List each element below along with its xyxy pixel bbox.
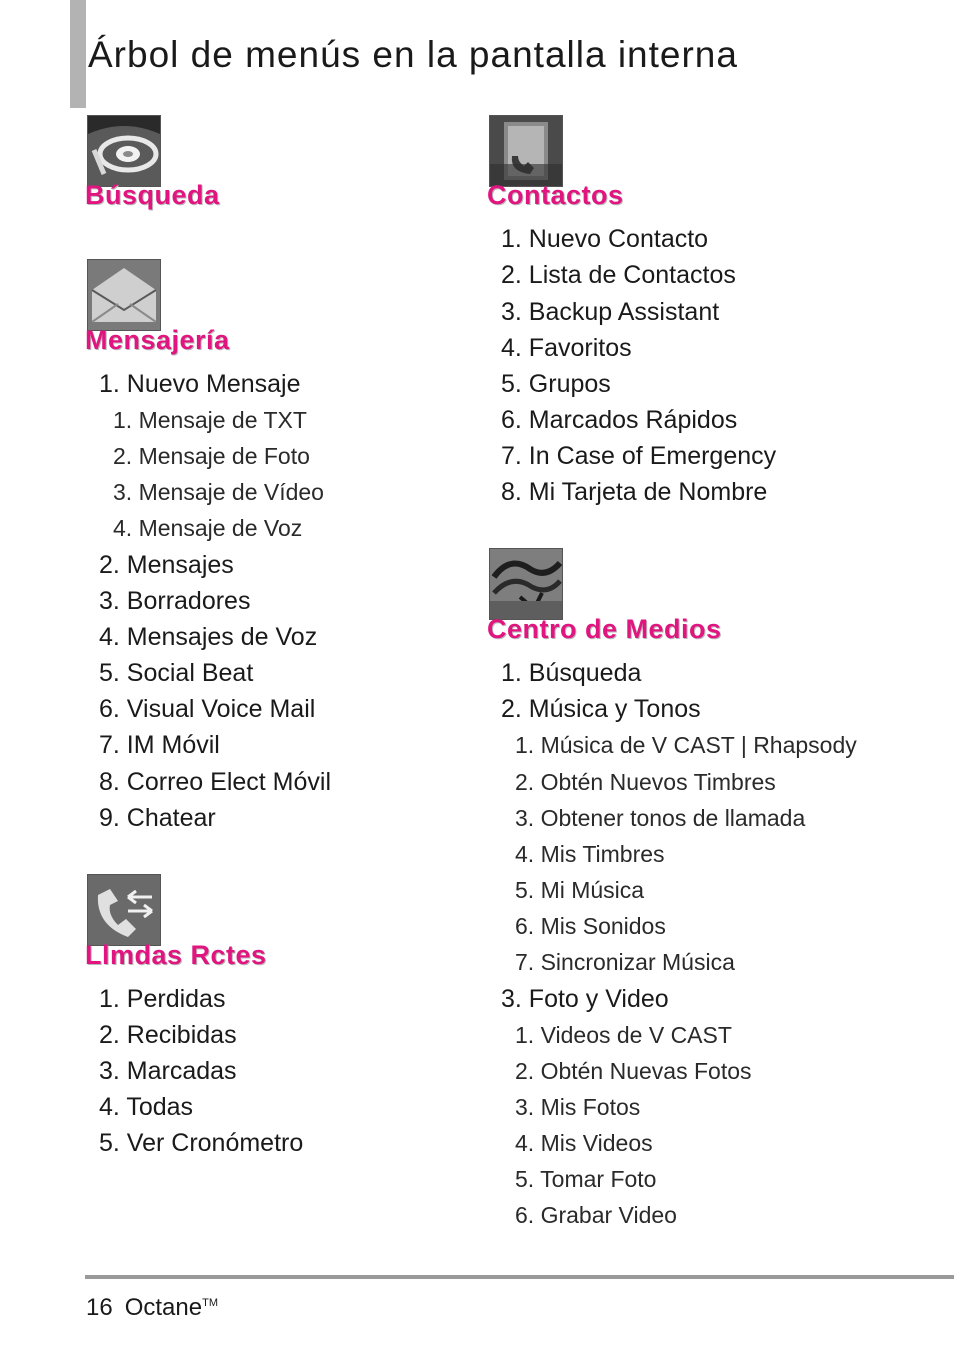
list-item: 6. Visual Voice Mail <box>99 695 316 723</box>
list-item: 3. Marcadas <box>99 1057 237 1085</box>
sub-list-item: 1. Música de V CAST | Rhapsody <box>515 732 857 758</box>
sub-list-item: 4. Mis Timbres <box>515 841 665 867</box>
sub-list-item: 2. Mensaje de Foto <box>113 443 310 469</box>
page-number: 16 <box>86 1294 113 1321</box>
media-center-icon <box>489 548 563 620</box>
sub-list-item: 5. Mi Música <box>515 877 645 903</box>
sub-list-item: 5. Tomar Foto <box>515 1166 657 1192</box>
sub-list-item: 6. Mis Sonidos <box>515 913 666 939</box>
list-item: 2. Mensajes <box>99 551 234 579</box>
list-item: 2. Lista de Contactos <box>501 261 736 289</box>
sub-list-item: 3. Obtener tonos de llamada <box>515 805 806 831</box>
section-title-contactos: Contactos <box>487 180 624 210</box>
list-item: 8. Correo Elect Móvil <box>99 768 332 796</box>
phone-arrows-icon <box>87 874 161 946</box>
list-item: 5. Grupos <box>501 370 611 398</box>
envelope-icon <box>87 259 161 331</box>
section-title-llamadas: Llmdas Rctes <box>85 940 267 970</box>
list-item: 4. Todas <box>99 1093 194 1121</box>
list-item: 5. Social Beat <box>99 659 254 687</box>
list-item: 3. Foto y Video <box>501 985 669 1013</box>
contacts-book-icon <box>489 115 563 187</box>
sub-list-item: 7. Sincronizar Música <box>515 949 735 975</box>
sub-list-item: 4. Mis Videos <box>515 1130 653 1156</box>
sub-list-item: 3. Mis Fotos <box>515 1094 641 1120</box>
list-item: 1. Nuevo Mensaje <box>99 370 301 398</box>
section-title-mensajeria: Mensajería <box>85 325 230 355</box>
list-item: 5. Ver Cronómetro <box>99 1129 304 1157</box>
trademark-mark: TM <box>202 1297 218 1309</box>
list-item: 3. Backup Assistant <box>501 298 720 326</box>
sub-list-item: 2. Obtén Nuevas Fotos <box>515 1058 752 1084</box>
sub-list-item: 2. Obtén Nuevos Timbres <box>515 769 776 795</box>
list-item: 4. Mensajes de Voz <box>99 623 318 651</box>
sub-list-item: 1. Mensaje de TXT <box>113 407 307 433</box>
brand-name: Octane <box>124 1294 203 1321</box>
footer-divider <box>85 1275 954 1279</box>
sub-list-item: 4. Mensaje de Voz <box>113 515 303 541</box>
list-item: 1. Búsqueda <box>501 659 642 687</box>
sub-list-item: 6. Grabar Video <box>515 1202 677 1228</box>
list-item: 1. Nuevo Contacto <box>501 225 709 253</box>
list-item: 2. Recibidas <box>99 1021 237 1049</box>
page-footer <box>86 1294 218 1322</box>
list-item: 6. Marcados Rápidos <box>501 406 738 434</box>
list-item: 4. Favoritos <box>501 334 632 362</box>
list-item: 9. Chatear <box>99 804 216 832</box>
list-item: 7. IM Móvil <box>99 731 220 759</box>
page-title: Árbol de menús en la pantalla interna <box>88 34 738 75</box>
sub-list-item: 1. Videos de V CAST <box>515 1022 732 1048</box>
list-item: 7. In Case of Emergency <box>501 442 777 470</box>
list-item: 8. Mi Tarjeta de Nombre <box>501 478 768 506</box>
sub-list-item: 3. Mensaje de Vídeo <box>113 479 324 505</box>
list-item: 3. Borradores <box>99 587 251 615</box>
section-title-medios: Centro de Medios <box>487 614 722 644</box>
list-item: 1. Perdidas <box>99 985 226 1013</box>
title-accent-bar <box>70 0 86 108</box>
search-radar-icon <box>87 115 161 187</box>
list-item: 2. Música y Tonos <box>501 695 701 723</box>
section-title-busqueda: Búsqueda <box>85 180 220 210</box>
